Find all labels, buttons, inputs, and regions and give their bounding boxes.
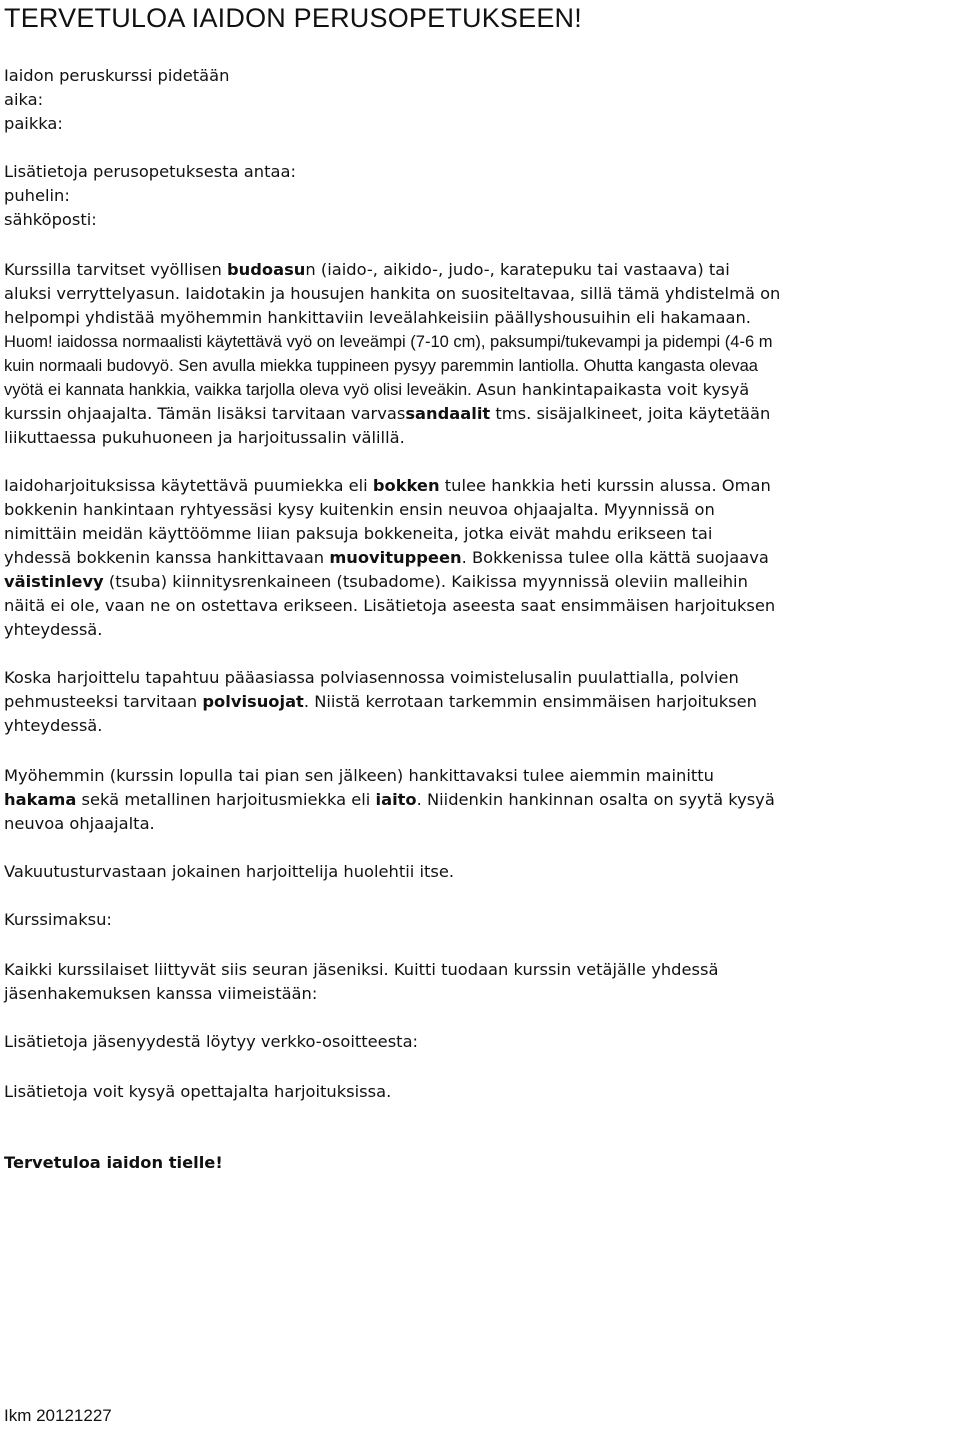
time-label: aika: <box>4 90 44 109</box>
ask-info-paragraph <box>4 1080 956 1104</box>
bokken-line-7: yhteydessä. <box>4 620 103 639</box>
contact-info-line: Lisätietoja perusopetuksesta antaa: <box>4 162 296 181</box>
web-info-paragraph <box>4 1030 956 1054</box>
membership-paragraph <box>4 958 956 1006</box>
bokken-line-5: väistinlevy (tsuba) kiinnitysrenkaineen (tsubadome). Kaikissa myynnissä oleviin malleihin <box>4 572 748 591</box>
contact-section <box>4 160 956 232</box>
equipment-line-3: helpompi yhdistää myöhemmin hankittaviin leveälahkeisiin päällyshousuihin eli hakamaan. <box>4 308 751 327</box>
equipment-line-2: aluksi verryttelyasun. Iaidotakin ja housujen hankita on suositeltavaa, sillä tämä yhdistelmä on <box>4 284 781 303</box>
knees-line-2: pehmusteeksi tarvitaan polvisuojat. Niistä kerrotaan tarkemmin ensimmäisen harjoituksen <box>4 692 757 711</box>
footer-code: Ikm 20121227 <box>4 1406 112 1425</box>
course-line: Iaidon peruskurssi pidetään <box>4 66 230 85</box>
fee-label: Kurssimaksu: <box>4 910 112 929</box>
fee-paragraph <box>4 908 956 932</box>
sandaalit-term: sandaalit <box>405 404 491 423</box>
later-paragraph <box>4 764 956 836</box>
phone-label: puhelin: <box>4 186 70 205</box>
equipment-paragraph <box>4 258 956 450</box>
knees-line-1: Koska harjoittelu tapahtuu pääasiassa polviasennossa voimistelusalin puulattialla, polvien <box>4 668 739 687</box>
equipment-line-6: vyötä ei kannata hankkia, vaikka tarjolla oleva vyö olisi leveäkin. Asun hankintapaikasta voit kysyä <box>4 380 750 399</box>
equipment-line-4: Huom! iaidossa normaalisti käytettävä vyö on leveämpi (7-10 cm), paksumpi/tukevampi ja pidempi (4-6 m <box>4 333 773 351</box>
bokken-line-1: Iaidoharjoituksissa käytettävä puumiekka eli bokken tulee hankkia heti kurssin alussa. Oman <box>4 476 771 495</box>
membership-line-2: jäsenhakemuksen kanssa viimeistään: <box>4 984 318 1003</box>
equipment-line-5: kuin normaali budovyö. Sen avulla miekka tuppineen pysyy paremmin lantiolla. Ohutta kangasta olevaa <box>4 357 758 375</box>
later-line-1: Myöhemmin (kurssin lopulla tai pian sen jälkeen) hankittavaksi tulee aiemmin mainittu <box>4 766 714 785</box>
insurance-line: Vakuutusturvastaan jokainen harjoittelija huolehtii itse. <box>4 862 455 881</box>
budoasu-term: budoasu <box>227 260 306 279</box>
iaito-term: iaito <box>375 790 417 809</box>
equipment-line-7: kurssin ohjaajalta. Tämän lisäksi tarvitaan varvassandaalit tms. sisäjalkineet, joita käytetään <box>4 404 771 423</box>
polvisuojat-term: polvisuojat <box>202 692 304 711</box>
bokken-line-3: nimittäin meidän käyttöömme liian paksuja bokkeneita, jotka eivät mahdu erikseen tai <box>4 524 713 543</box>
bokken-line-6: näitä ei ole, vaan ne on ostettava erikseen. Lisätietoja aseesta saat ensimmäisen harjoituksen <box>4 596 776 615</box>
closing-paragraph <box>4 1151 956 1175</box>
membership-line-1: Kaikki kurssilaiset liittyvät siis seuran jäseniksi. Kuitti tuodaan kurssin vetäjälle yhdessä <box>4 960 719 979</box>
bokken-line-4: yhdessä bokkenin kanssa hankittavaan muovituppeen. Bokkenissa tulee olla kättä suojaava <box>4 548 769 567</box>
page-title: TERVETULOA IAIDON PERUSOPETUKSEEN! <box>4 3 582 33</box>
intro-section <box>4 64 956 136</box>
insurance-paragraph <box>4 860 956 884</box>
bokken-line-2: bokkenin hankintaan ryhtyessäsi kysy kuitenkin ensin neuvoa ohjaajalta. Myynnissä on <box>4 500 715 519</box>
equipment-line-1: Kurssilla tarvitset vyöllisen budoasun (iaido-, aikido-, judo-, karatepuku tai vastaava) tai <box>4 260 730 279</box>
knees-paragraph <box>4 666 956 738</box>
vaistinlevy-term: väistinlevy <box>4 572 104 591</box>
equipment-line-8: liikuttaessa pukuhuoneen ja harjoitussalin välillä. <box>4 428 405 447</box>
later-line-2: hakama sekä metallinen harjoitusmiekka eli iaito. Niidenkin hankinnan osalta on syytä kysyä <box>4 790 775 809</box>
place-label: paikka: <box>4 114 63 133</box>
web-info-line: Lisätietoja jäsenyydestä löytyy verkko-osoitteesta: <box>4 1032 419 1051</box>
bokken-term: bokken <box>372 476 440 495</box>
ask-info-line: Lisätietoja voit kysyä opettajalta harjoituksissa. <box>4 1082 392 1101</box>
bokken-paragraph <box>4 474 956 642</box>
hakama-term: hakama <box>4 790 77 809</box>
knees-line-3: yhteydessä. <box>4 716 103 735</box>
email-label: sähköposti: <box>4 210 97 229</box>
closing-line: Tervetuloa iaidon tielle! <box>4 1153 223 1172</box>
muovituppeen-term: muovituppeen <box>329 548 462 567</box>
later-line-3: neuvoa ohjaajalta. <box>4 814 155 833</box>
